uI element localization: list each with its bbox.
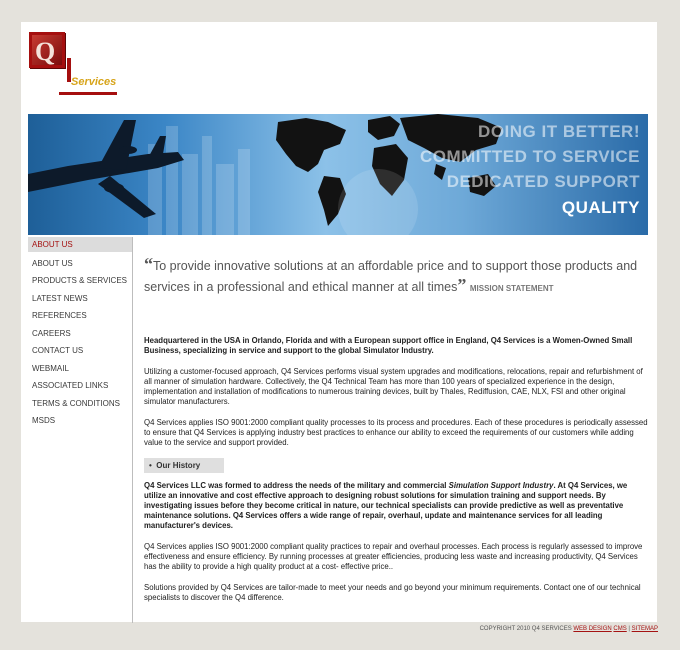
solutions-paragraph: Solutions provided by Q4 Services are tailor-made to meet your needs and go beyond your minimum requirements. Contact one of our technical specialists to discover the Q4 difference. [144, 583, 641, 602]
close-quote: ” [457, 275, 467, 295]
footer-separator: | [628, 626, 630, 632]
nav-item-references[interactable]: REFERENCES [32, 311, 87, 320]
globe-graphic [338, 169, 418, 235]
footer-cms-link[interactable]: CMS [613, 626, 627, 632]
approach-paragraph: Utilizing a customer-focused approach, Q4 Services performs visual system upgrades and modifications, relocations, repair and refurbishment of all manner of simulation hardware. Collectively, the Q4 Technical Team has more than 100 years of specialized experience in the design, implementation and installation of modifications to numerous training devices, built by Thales, Rediffusion, CAE, NLX, FSI and other original simulator manufacturers. [144, 367, 643, 406]
footer-sitemap-link[interactable]: SITEMAP [631, 626, 658, 632]
logo-bar [59, 92, 117, 95]
logo-mark [29, 32, 65, 68]
nav-item-products-services[interactable]: PRODUCTS & SERVICES [32, 276, 127, 285]
footer-web-design-link[interactable]: WEB DESIGN [573, 626, 612, 632]
nav-item-webmail[interactable]: WEBMAIL [32, 363, 69, 373]
footer-copyright: COPYRIGHT 2010 Q4 SERVICES [479, 626, 572, 632]
page-container [21, 22, 657, 622]
main-content [144, 254, 649, 603]
nav-item-careers[interactable]: CAREERS [32, 328, 71, 338]
slogan-quality: QUALITY [561, 198, 640, 217]
history-heading: • Our History [144, 458, 224, 473]
intro-paragraph: Headquartered in the USA in Orlando, Florida and with a European support office in England, Q4 Services is a Women-Owned Small Business, specializing in service and support to the global Simulator Industry. [144, 336, 633, 355]
nav-item-terms-conditions[interactable]: TERMS & CONDITIONS [32, 398, 121, 408]
mission-statement [144, 254, 649, 296]
iso-paragraph: Q4 Services applies ISO 9001:2000 compliant quality processes to its process and procedures. Each of these procedures is periodically assessed to ensure that Q4 Services is applying industry best practices to enhance our ability to exceed the requirements of our customers while adding value to the service and support provided. [144, 418, 648, 447]
logo-text: Services [71, 76, 117, 88]
nav-item-latest-news[interactable]: LATEST NEWS [32, 293, 88, 303]
sidebar-nav [28, 237, 132, 430]
mission-tag: MISSION STATEMENT [469, 284, 554, 293]
repair-paragraph: Q4 Services applies ISO 9001:2000 compliant quality practices to repair and overhaul processes. Each process is regularly assessed to improve effectiveness and ensure efficiency. By running processes at greater efficiencies, producing less waste and increasing productivity, Q4 Services has the ability to provide a high quality product at a cost- effective price.. [144, 542, 643, 571]
history-paragraph [144, 481, 649, 531]
logo-letter: Q [35, 37, 56, 66]
history-text-a: Q4 Services LLC was formed to address the needs of the military and commercial [144, 481, 449, 490]
open-quote: “ [144, 254, 153, 274]
nav-item-about-us-active[interactable]: ABOUT US [28, 237, 132, 252]
mission-text: To provide innovative solutions at an affordable price and to support those products and services in a professional and ethical manner at all times [144, 259, 638, 294]
nav-item-associated-links[interactable]: ASSOCIATED LINKS [32, 381, 109, 390]
nav-item-contact-us[interactable]: CONTACT US [32, 346, 84, 355]
history-text-b: . At Q4 Services, we utilize an innovative and cost effective approach to designing robust solutions for simulation training and support needs. By investigating issues before they become critical in nature, our technical specialists can provide predictive as well as preventative maintenance solutions. Q4 Services offers a wide range of repair, overhaul, update and maintenance services for all leading manufacturer's devices. [144, 481, 628, 530]
slogan-2: COMMITTED TO SERVICE [419, 147, 640, 166]
header-banner [28, 114, 648, 235]
history-heading-row [144, 455, 649, 473]
slogan-3: DEDICATED SUPPORT [446, 172, 640, 191]
nav-item-msds[interactable]: MSDS [32, 416, 56, 425]
nav-item-about-us[interactable]: ABOUT US [32, 258, 73, 268]
slogan-1: DOING IT BETTER! [478, 122, 640, 141]
history-label: Our History [156, 461, 201, 470]
q4-logo[interactable] [29, 32, 115, 90]
footer [480, 626, 658, 632]
sidebar-divider [132, 237, 133, 623]
history-text-italic: Simulation Support Industry [448, 481, 554, 490]
